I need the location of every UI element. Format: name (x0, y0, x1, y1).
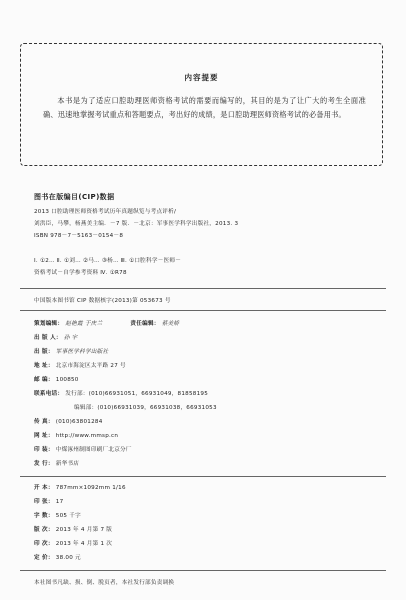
cip-line: 刘洪臣，马攀，杨燕美主编．－7 版．－北京：军事医学科学出版社，2013. 3 (34, 221, 239, 227)
credit-label: 策划编辑： (34, 321, 64, 327)
spec-value: 2013 年 4 月第 7 版 (55, 527, 113, 533)
summary-text: 本书是为了适应口腔助理医师资格考试的需要而编写的，其目的是为了让广大的考生全面准确、迅速地掌握考试重点和答题要点，考出好的成绩，是口腔助理医师资格考试的必备用书。 (43, 96, 366, 119)
credit-value: 100850 (55, 377, 79, 383)
credit-row (34, 361, 126, 369)
credit-value: 中煤涿州制图印刷厂北京分厂 (55, 447, 132, 453)
credit-value: 新华书店 (55, 461, 80, 467)
credit-label: 网 址： (34, 433, 54, 439)
spec-value: 787mm×1092mm 1/16 (55, 485, 126, 491)
credit-editors (34, 319, 179, 327)
credit-value: 赵艳霞 于庆兰 (65, 321, 103, 327)
credit-label: 印 装： (34, 447, 54, 453)
spec-row (34, 553, 81, 561)
spec-value: 38.00 元 (55, 555, 81, 561)
spec-row (34, 511, 81, 519)
credit-row (34, 389, 208, 397)
credit-label: 出 版 人： (34, 335, 62, 341)
credit-row (34, 333, 78, 341)
credit-row (34, 445, 132, 453)
spec-value: 17 (55, 499, 64, 505)
spec-row (34, 497, 63, 505)
spec-row (34, 483, 126, 491)
credit-label: 发 行： (34, 461, 54, 467)
credit-row (34, 459, 79, 467)
credit-row (74, 403, 217, 411)
credit-row (34, 417, 103, 425)
cip-line: ISBN 978－7－5163－0154－8 (34, 233, 124, 239)
credit-label: 传 真： (34, 419, 54, 425)
spec-row (34, 539, 112, 547)
credit-label: 联系电话： (34, 391, 64, 397)
credit-row (34, 431, 118, 439)
footer-note: 本社图书凡缺、损、倒、脱页者，本社发行部负责调换 (34, 580, 175, 586)
summary-box (20, 43, 383, 166)
credit-value: 孙 宇 (63, 335, 78, 341)
spec-label: 字 数： (34, 513, 54, 519)
spec-label: 定 价： (34, 555, 54, 561)
credit-value: 蔡美娇 (161, 321, 180, 327)
spec-row (34, 525, 112, 533)
cip-heading: 图书在版编目(CIP)数据 (34, 193, 115, 201)
credit-value: 军事医学科学出版社 (55, 349, 109, 355)
spec-label: 印 张： (34, 499, 54, 505)
credit-value: 发行部：(010)66931051，66931049，81858195 (65, 391, 209, 397)
credit-label: 地 址： (34, 363, 54, 369)
spec-label: 印 次： (34, 541, 54, 547)
cip-classification: Ⅰ. ①2… Ⅱ. ①刘… ②马… ③杨… Ⅲ. ①口腔科学－医师－ (34, 258, 182, 264)
credit-value: http://www.mmsp.cn (55, 433, 119, 439)
spec-value: 2013 年 4 月第 1 次 (55, 541, 113, 547)
separator (20, 476, 386, 477)
credit-label: 责任编辑： (130, 321, 160, 327)
spec-label: 开 本： (34, 485, 54, 491)
credit-row (34, 375, 79, 383)
credit-label: 出 版： (34, 349, 54, 355)
credit-label: 邮 编： (34, 377, 54, 383)
credit-row (34, 347, 108, 355)
credit-value: 编辑部：(010)66931039，66931038，66931053 (74, 405, 217, 411)
separator (20, 288, 386, 289)
cip-line: 2013 口腔助理医师资格考试历年真题纵览与考点评析/ (34, 209, 177, 215)
credit-value: 北京市海淀区太平路 27 号 (55, 363, 126, 369)
spec-value: 505 千字 (55, 513, 81, 519)
credit-value: (010)63801284 (55, 419, 103, 425)
cip-classification: 资格考试－自学参考资料 Ⅳ. ①R78 (34, 270, 127, 276)
summary-title: 内容提要 (184, 73, 219, 82)
separator (20, 310, 386, 311)
spec-label: 版 次： (34, 527, 54, 533)
cip-core-data: 中国版本图书馆 CIP 数据核字(2013)第 053673 号 (34, 298, 171, 304)
separator (20, 570, 386, 571)
